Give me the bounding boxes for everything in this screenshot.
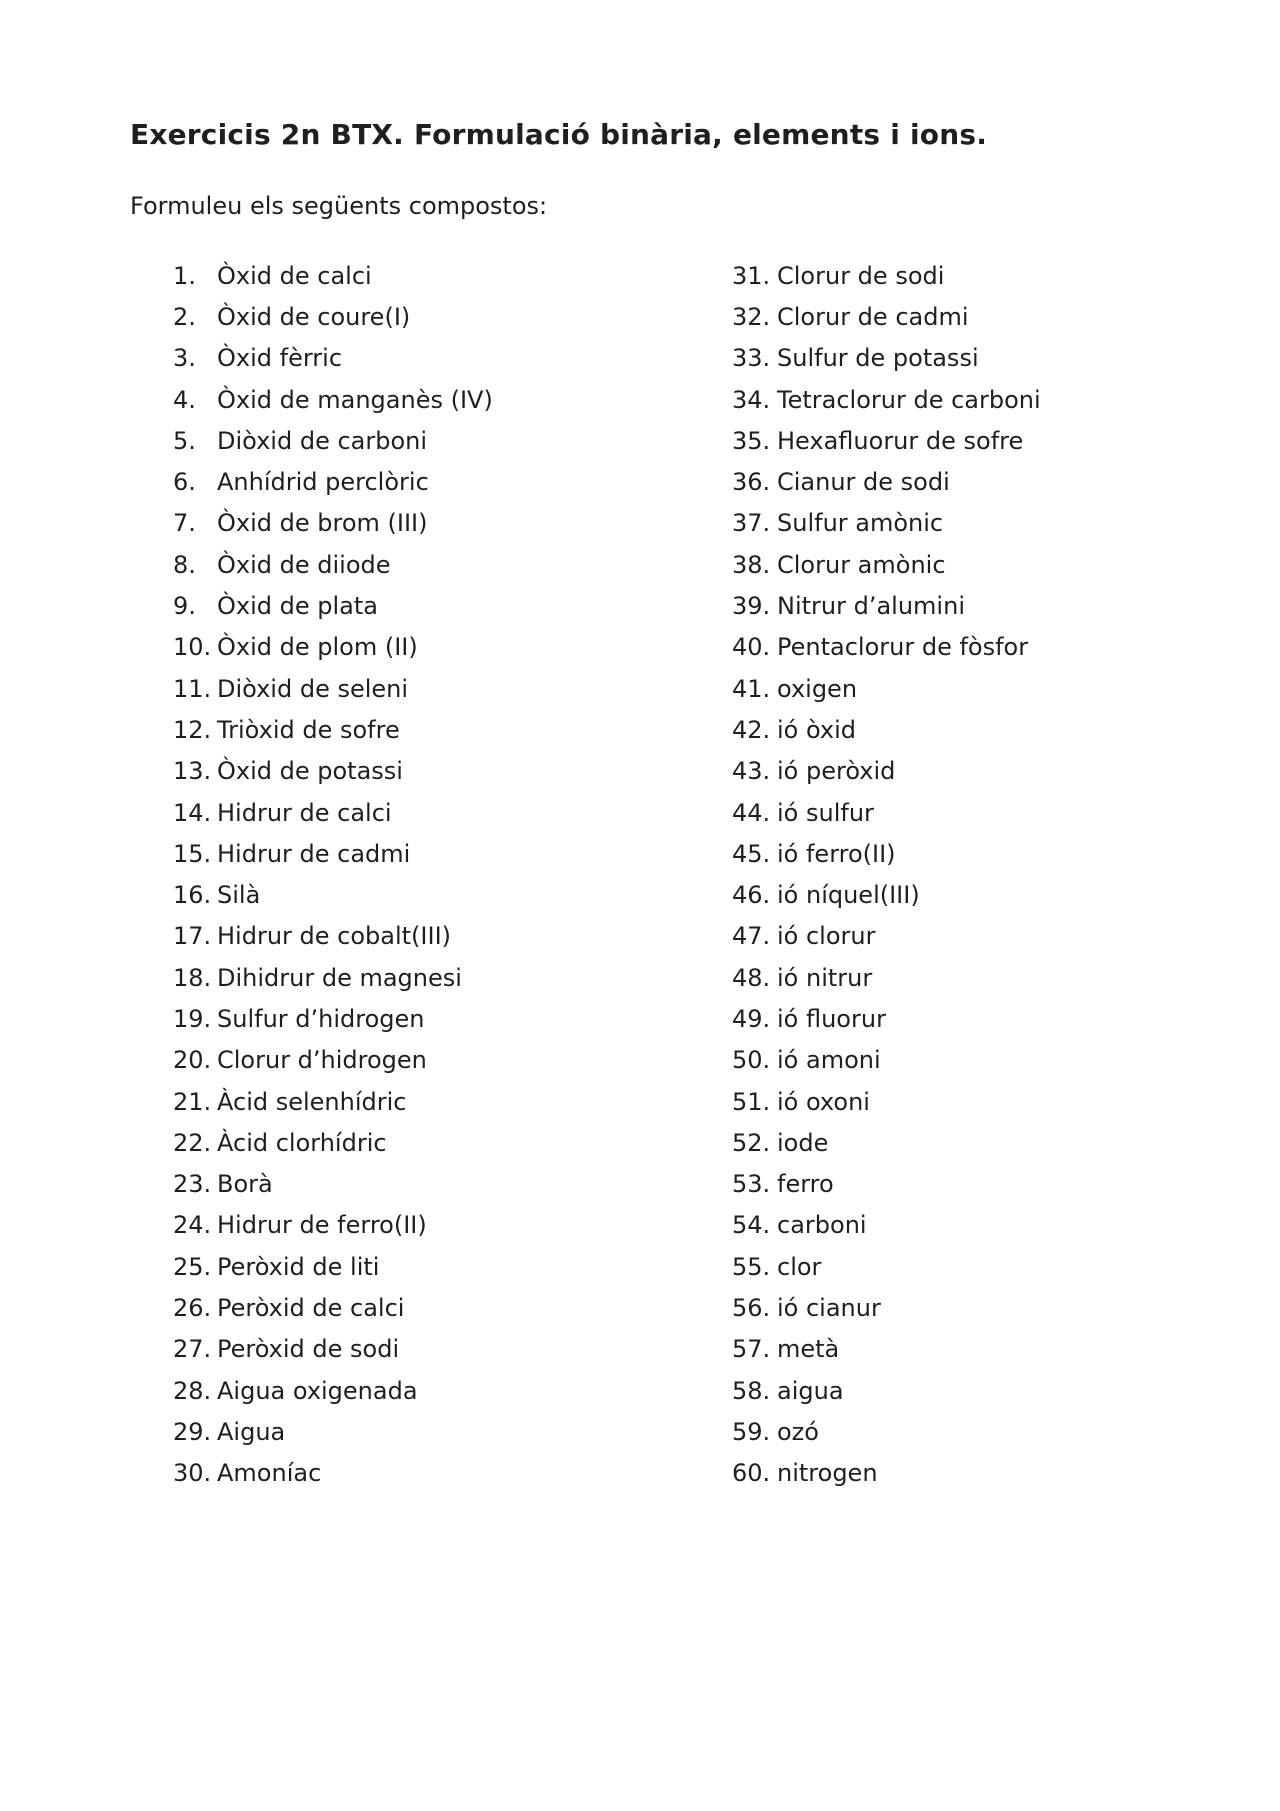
exercise-item: [173, 1370, 493, 1411]
exercise-item: [732, 503, 1041, 544]
exercise-number: 47.: [732, 922, 771, 951]
exercise-number: 10.: [173, 633, 212, 662]
exercise-compound-name: Òxid de manganès (IV): [217, 385, 493, 414]
exercise-number: 39.: [732, 592, 771, 621]
exercise-compound-name: Clorur d’hidrogen: [217, 1046, 427, 1075]
exercise-number: 59.: [732, 1417, 771, 1446]
exercise-item: [173, 1040, 493, 1081]
exercise-number: 40.: [732, 633, 771, 662]
exercise-item: [732, 461, 1041, 502]
exercise-compound-name: ió òxid: [777, 715, 857, 744]
exercise-compound-name: Òxid de plom (II): [217, 633, 418, 662]
exercise-compound-name: ió ferro(II): [777, 839, 896, 868]
exercise-compound-name: ió oxoni: [777, 1087, 870, 1116]
exercise-list-right: [732, 255, 1041, 1494]
exercise-compound-name: Aigua oxigenada: [217, 1376, 418, 1405]
exercise-item: [173, 1246, 493, 1287]
exercise-number: 30.: [173, 1459, 212, 1488]
exercise-item: [732, 833, 1041, 874]
exercise-item: [173, 1329, 493, 1370]
exercise-number: 55.: [732, 1252, 771, 1281]
exercise-number: 50.: [732, 1046, 771, 1075]
exercise-item: [732, 1370, 1041, 1411]
exercise-compound-name: Amoníac: [217, 1459, 322, 1488]
exercise-number: 32.: [732, 302, 771, 331]
exercise-item: [173, 503, 493, 544]
exercise-number: 25.: [173, 1252, 212, 1281]
exercise-compound-name: Hexafluorur de sofre: [777, 426, 1024, 455]
exercise-number: 6.: [173, 468, 196, 497]
exercise-item: [173, 1205, 493, 1246]
exercise-number: 58.: [732, 1376, 771, 1405]
exercise-number: 42.: [732, 715, 771, 744]
exercise-item: [732, 709, 1041, 750]
exercise-number: 13.: [173, 757, 212, 786]
exercise-number: 16.: [173, 881, 212, 910]
exercise-list-left: [173, 255, 493, 1494]
exercise-item: [173, 792, 493, 833]
exercise-number: 9.: [173, 592, 196, 621]
exercise-number: 35.: [732, 426, 771, 455]
exercise-compound-name: Peròxid de calci: [217, 1294, 405, 1323]
exercise-item: [732, 916, 1041, 957]
exercise-number: 24.: [173, 1211, 212, 1240]
exercise-item: [173, 379, 493, 420]
exercise-number: 26.: [173, 1294, 212, 1323]
exercise-number: 56.: [732, 1294, 771, 1323]
exercise-item: [732, 338, 1041, 379]
exercise-item: [732, 957, 1041, 998]
exercise-compound-name: Nitrur d’alumini: [777, 592, 965, 621]
exercise-compound-name: ió níquel(III): [777, 881, 920, 910]
exercise-compound-name: Clorur amònic: [777, 550, 946, 579]
exercise-compound-name: ferro: [777, 1170, 834, 1199]
instructions: Formuleu els següents compostos:: [130, 192, 548, 220]
exercise-number: 1.: [173, 261, 196, 290]
exercise-item: [732, 998, 1041, 1039]
exercise-compound-name: aigua: [777, 1376, 844, 1405]
exercise-item: [173, 1287, 493, 1328]
exercise-number: 15.: [173, 839, 212, 868]
exercise-compound-name: ió cianur: [777, 1294, 881, 1323]
exercise-item: [732, 1411, 1041, 1452]
exercise-number: 34.: [732, 385, 771, 414]
exercise-number: 3.: [173, 344, 196, 373]
exercise-number: 14.: [173, 798, 212, 827]
exercise-compound-name: Cianur de sodi: [777, 468, 950, 497]
exercise-item: [732, 1040, 1041, 1081]
exercise-compound-name: Clorur de sodi: [777, 261, 945, 290]
exercise-compound-name: Dihidrur de magnesi: [217, 963, 462, 992]
exercise-number: 53.: [732, 1170, 771, 1199]
exercise-number: 46.: [732, 881, 771, 910]
exercise-compound-name: clor: [777, 1252, 822, 1281]
exercise-compound-name: Òxid de coure(I): [217, 302, 411, 331]
exercise-compound-name: ió nitrur: [777, 963, 873, 992]
exercise-compound-name: Triòxid de sofre: [217, 715, 400, 744]
exercise-number: 49.: [732, 1004, 771, 1033]
exercise-compound-name: Clorur de cadmi: [777, 302, 969, 331]
exercise-item: [732, 668, 1041, 709]
exercise-compound-name: Àcid clorhídric: [217, 1128, 387, 1157]
exercise-compound-name: ió fluorur: [777, 1004, 886, 1033]
exercise-compound-name: nitrogen: [777, 1459, 878, 1488]
exercise-number: 20.: [173, 1046, 212, 1075]
exercise-compound-name: Òxid de potassi: [217, 757, 403, 786]
exercise-number: 19.: [173, 1004, 212, 1033]
exercise-number: 60.: [732, 1459, 771, 1488]
exercise-item: [173, 1453, 493, 1494]
exercise-item: [173, 1164, 493, 1205]
exercise-item: [732, 874, 1041, 915]
exercise-compound-name: iode: [777, 1128, 829, 1157]
exercise-compound-name: Sulfur d’hidrogen: [217, 1004, 425, 1033]
exercise-item: [732, 1287, 1041, 1328]
exercise-item: [173, 1411, 493, 1452]
exercise-item: [732, 1453, 1041, 1494]
exercise-compound-name: Òxid fèrric: [217, 344, 343, 373]
exercise-item: [732, 751, 1041, 792]
exercise-item: [173, 420, 493, 461]
exercise-item: [173, 751, 493, 792]
exercise-compound-name: Sulfur amònic: [777, 509, 944, 538]
exercise-number: 44.: [732, 798, 771, 827]
exercise-compound-name: ió clorur: [777, 922, 876, 951]
exercise-item: [732, 296, 1041, 337]
exercise-compound-name: Hidrur de ferro(II): [217, 1211, 427, 1240]
exercise-compound-name: Sulfur de potassi: [777, 344, 979, 373]
exercise-number: 5.: [173, 426, 196, 455]
exercise-item: [173, 1122, 493, 1163]
exercise-item: [173, 874, 493, 915]
exercise-item: [732, 1081, 1041, 1122]
exercise-item: [732, 627, 1041, 668]
exercise-item: [173, 338, 493, 379]
exercise-number: 8.: [173, 550, 196, 579]
exercise-compound-name: ió peròxid: [777, 757, 896, 786]
exercise-compound-name: Silà: [217, 881, 261, 910]
exercise-number: 21.: [173, 1087, 212, 1116]
exercise-number: 27.: [173, 1335, 212, 1364]
exercise-item: [173, 627, 493, 668]
exercise-compound-name: Hidrur de cadmi: [217, 839, 411, 868]
exercise-compound-name: ozó: [777, 1417, 819, 1446]
exercise-compound-name: ió sulfur: [777, 798, 874, 827]
exercise-compound-name: Anhídrid perclòric: [217, 468, 429, 497]
exercise-compound-name: Aigua: [217, 1417, 286, 1446]
exercise-item: [173, 709, 493, 750]
exercise-number: 2.: [173, 302, 196, 331]
exercise-number: 48.: [732, 963, 771, 992]
exercise-compound-name: metà: [777, 1335, 840, 1364]
exercise-item: [732, 379, 1041, 420]
exercise-item: [732, 544, 1041, 585]
exercise-number: 22.: [173, 1128, 212, 1157]
exercise-number: 28.: [173, 1376, 212, 1405]
exercise-compound-name: Hidrur de cobalt(III): [217, 922, 452, 951]
exercise-compound-name: Òxid de diiode: [217, 550, 391, 579]
exercise-number: 52.: [732, 1128, 771, 1157]
exercise-item: [173, 916, 493, 957]
exercise-number: 17.: [173, 922, 212, 951]
exercise-number: 45.: [732, 839, 771, 868]
exercise-item: [173, 296, 493, 337]
exercise-number: 4.: [173, 385, 196, 414]
exercise-compound-name: Òxid de calci: [217, 261, 372, 290]
exercise-item: [732, 420, 1041, 461]
exercise-compound-name: Hidrur de calci: [217, 798, 392, 827]
exercise-number: 57.: [732, 1335, 771, 1364]
exercise-compound-name: Peròxid de liti: [217, 1252, 380, 1281]
exercise-number: 33.: [732, 344, 771, 373]
exercise-compound-name: Tetraclorur de carboni: [777, 385, 1041, 414]
exercise-compound-name: Borà: [217, 1170, 273, 1199]
exercise-item: [173, 461, 493, 502]
exercise-number: 37.: [732, 509, 771, 538]
exercise-item: [732, 1246, 1041, 1287]
exercise-item: [732, 255, 1041, 296]
exercise-number: 38.: [732, 550, 771, 579]
exercise-item: [732, 1164, 1041, 1205]
exercise-compound-name: Peròxid de sodi: [217, 1335, 400, 1364]
exercise-compound-name: Diòxid de carboni: [217, 426, 428, 455]
exercise-item: [173, 998, 493, 1039]
exercise-number: 41.: [732, 674, 771, 703]
exercise-number: 36.: [732, 468, 771, 497]
page-title: Exercicis 2n BTX. Formulació binària, elements i ions.: [130, 118, 988, 151]
exercise-number: 18.: [173, 963, 212, 992]
exercise-item: [732, 1329, 1041, 1370]
exercise-item: [732, 792, 1041, 833]
exercise-number: 51.: [732, 1087, 771, 1116]
exercise-number: 12.: [173, 715, 212, 744]
exercise-number: 31.: [732, 261, 771, 290]
exercise-number: 23.: [173, 1170, 212, 1199]
exercise-compound-name: Diòxid de seleni: [217, 674, 409, 703]
exercise-compound-name: carboni: [777, 1211, 867, 1240]
exercise-number: 29.: [173, 1417, 212, 1446]
exercise-compound-name: Òxid de brom (III): [217, 509, 428, 538]
exercise-compound-name: Àcid selenhídric: [217, 1087, 407, 1116]
exercise-item: [173, 957, 493, 998]
exercise-compound-name: oxigen: [777, 674, 858, 703]
exercise-item: [173, 544, 493, 585]
exercise-item: [173, 585, 493, 626]
exercise-number: 7.: [173, 509, 196, 538]
exercise-number: 43.: [732, 757, 771, 786]
exercise-compound-name: Òxid de plata: [217, 592, 378, 621]
exercise-item: [173, 668, 493, 709]
exercise-item: [732, 1122, 1041, 1163]
exercise-item: [173, 1081, 493, 1122]
exercise-compound-name: ió amoni: [777, 1046, 881, 1075]
exercise-number: 54.: [732, 1211, 771, 1240]
exercise-item: [173, 833, 493, 874]
exercise-item: [732, 1205, 1041, 1246]
exercise-item: [732, 585, 1041, 626]
exercise-compound-name: Pentaclorur de fòsfor: [777, 633, 1029, 662]
exercise-number: 11.: [173, 674, 212, 703]
exercise-item: [173, 255, 493, 296]
